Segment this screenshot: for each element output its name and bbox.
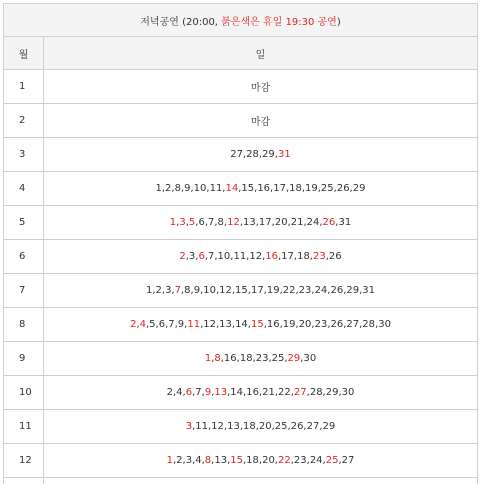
regular-days: ,13,	[211, 455, 231, 466]
month-cell: 1	[4, 70, 44, 104]
performance-schedule-table	[3, 3, 478, 484]
month-column-header: 월	[4, 37, 44, 70]
regular-days: 2,4,	[166, 387, 186, 398]
days-cell	[44, 376, 478, 410]
holiday-day: 12	[227, 217, 240, 228]
regular-days: ,6,7,8,	[195, 217, 228, 228]
regular-days: ,8,9,10,12,15,17,19,22,23,24,26,29,31	[180, 285, 376, 296]
regular-days: ,18,20,	[243, 455, 278, 466]
month-cell: 6	[4, 240, 44, 274]
caption-holiday-note: 붉은색은 휴일 19:30 공연	[221, 16, 337, 28]
holiday-day: 1	[169, 217, 177, 228]
days-cell	[44, 172, 478, 206]
holiday-day: 8	[214, 353, 221, 364]
holiday-day: 8	[204, 455, 212, 466]
regular-days: ,3,	[185, 251, 199, 262]
caption-prefix: 저녁공연 (20:00,	[140, 16, 222, 28]
regular-days: ,5,6,7,9,	[146, 319, 188, 330]
table-header-row	[4, 37, 478, 70]
table-row	[4, 444, 478, 478]
holiday-day: 1	[204, 353, 212, 364]
empty-cell	[44, 478, 478, 485]
month-cell: 10	[4, 376, 44, 410]
month-cell: 7	[4, 274, 44, 308]
regular-days: ,14,16,21,22,	[227, 387, 294, 398]
holiday-day: 2	[130, 319, 137, 330]
holiday-day: 9	[204, 387, 212, 398]
regular-days: ,16,18,23,25,	[220, 353, 288, 364]
regular-days: ,28,29,30	[306, 387, 355, 398]
month-cell: 3	[4, 138, 44, 172]
regular-days: ,	[211, 353, 215, 364]
regular-days: ,30	[300, 353, 317, 364]
table-caption	[4, 4, 478, 37]
month-cell: 12	[4, 444, 44, 478]
regular-days: ,	[211, 387, 215, 398]
holiday-day: 14	[225, 183, 239, 194]
days-cell	[44, 308, 478, 342]
holiday-day: 29	[287, 353, 301, 364]
holiday-day: 23	[313, 251, 326, 262]
month-cell: 8	[4, 308, 44, 342]
holiday-day: 3	[179, 217, 186, 228]
days-cell	[44, 240, 478, 274]
days-cell	[44, 138, 478, 172]
holiday-day: 4	[139, 319, 146, 330]
regular-days: ,13,17,20,21,24,	[239, 217, 323, 228]
schedule-body	[4, 4, 478, 485]
days-cell	[44, 410, 478, 444]
days-cell	[44, 104, 478, 138]
regular-days: 마감	[250, 83, 271, 94]
table-row	[4, 376, 478, 410]
holiday-day: 25	[325, 455, 339, 466]
regular-days: ,23,24,	[290, 455, 326, 466]
holiday-day: 6	[185, 387, 193, 398]
holiday-day: 3	[185, 421, 193, 432]
caption-suffix: )	[336, 16, 341, 28]
holiday-day: 15	[230, 455, 243, 466]
regular-days: ,27	[338, 455, 355, 466]
regular-days: ,16,19,20,23,26,27,28,30	[263, 319, 391, 330]
regular-days: ,7,10,11,12,	[204, 251, 266, 262]
table-row	[4, 104, 478, 138]
table-row	[4, 342, 478, 376]
regular-days: ,26	[325, 251, 342, 262]
regular-days: ,	[136, 319, 140, 330]
table-row	[4, 70, 478, 104]
regular-days: ,	[185, 217, 189, 228]
regular-days: 1,2,3,	[145, 285, 175, 296]
holiday-day: 16	[265, 251, 278, 262]
holiday-day: 22	[278, 455, 291, 466]
month-cell: 2	[4, 104, 44, 138]
table-row-cutoff	[4, 478, 478, 485]
month-cell: 5	[4, 206, 44, 240]
table-row	[4, 240, 478, 274]
regular-days: ,17,18,	[278, 251, 313, 262]
holiday-day: 11	[187, 319, 201, 330]
regular-days: ,11,12,13,18,20,25,26,27,29	[192, 421, 336, 432]
table-caption-row	[4, 4, 478, 37]
days-cell	[44, 70, 478, 104]
holiday-day: 27	[293, 387, 307, 398]
table-row	[4, 274, 478, 308]
regular-days: 27,28,29,	[230, 149, 278, 160]
table-row	[4, 138, 478, 172]
table-row	[4, 308, 478, 342]
holiday-day: 13	[214, 387, 228, 398]
days-cell	[44, 444, 478, 478]
regular-days: ,7,	[192, 387, 205, 398]
holiday-day: 2	[179, 251, 186, 262]
month-cell: 9	[4, 342, 44, 376]
days-cell	[44, 206, 478, 240]
month-cell: 4	[4, 172, 44, 206]
table-row	[4, 172, 478, 206]
regular-days: 마감	[250, 117, 271, 128]
holiday-day: 5	[188, 217, 196, 228]
table-row	[4, 206, 478, 240]
holiday-day: 31	[277, 149, 291, 160]
day-column-header: 일	[44, 37, 478, 70]
days-cell	[44, 274, 478, 308]
month-cell: 11	[4, 410, 44, 444]
holiday-day: 7	[174, 285, 181, 296]
empty-cell	[4, 478, 44, 485]
regular-days: ,	[176, 217, 180, 228]
regular-days: ,12,13,14,	[200, 319, 251, 330]
regular-days: 1,2,8,9,10,11,	[155, 183, 226, 194]
days-cell	[44, 342, 478, 376]
holiday-day: 1	[166, 455, 173, 466]
holiday-day: 15	[250, 319, 264, 330]
holiday-day: 26	[322, 217, 336, 228]
table-row	[4, 410, 478, 444]
holiday-day: 6	[198, 251, 205, 262]
regular-days: ,31	[335, 217, 352, 228]
regular-days: ,2,3,4,	[172, 455, 205, 466]
regular-days: ,15,16,17,18,19,25,26,29	[238, 183, 366, 194]
